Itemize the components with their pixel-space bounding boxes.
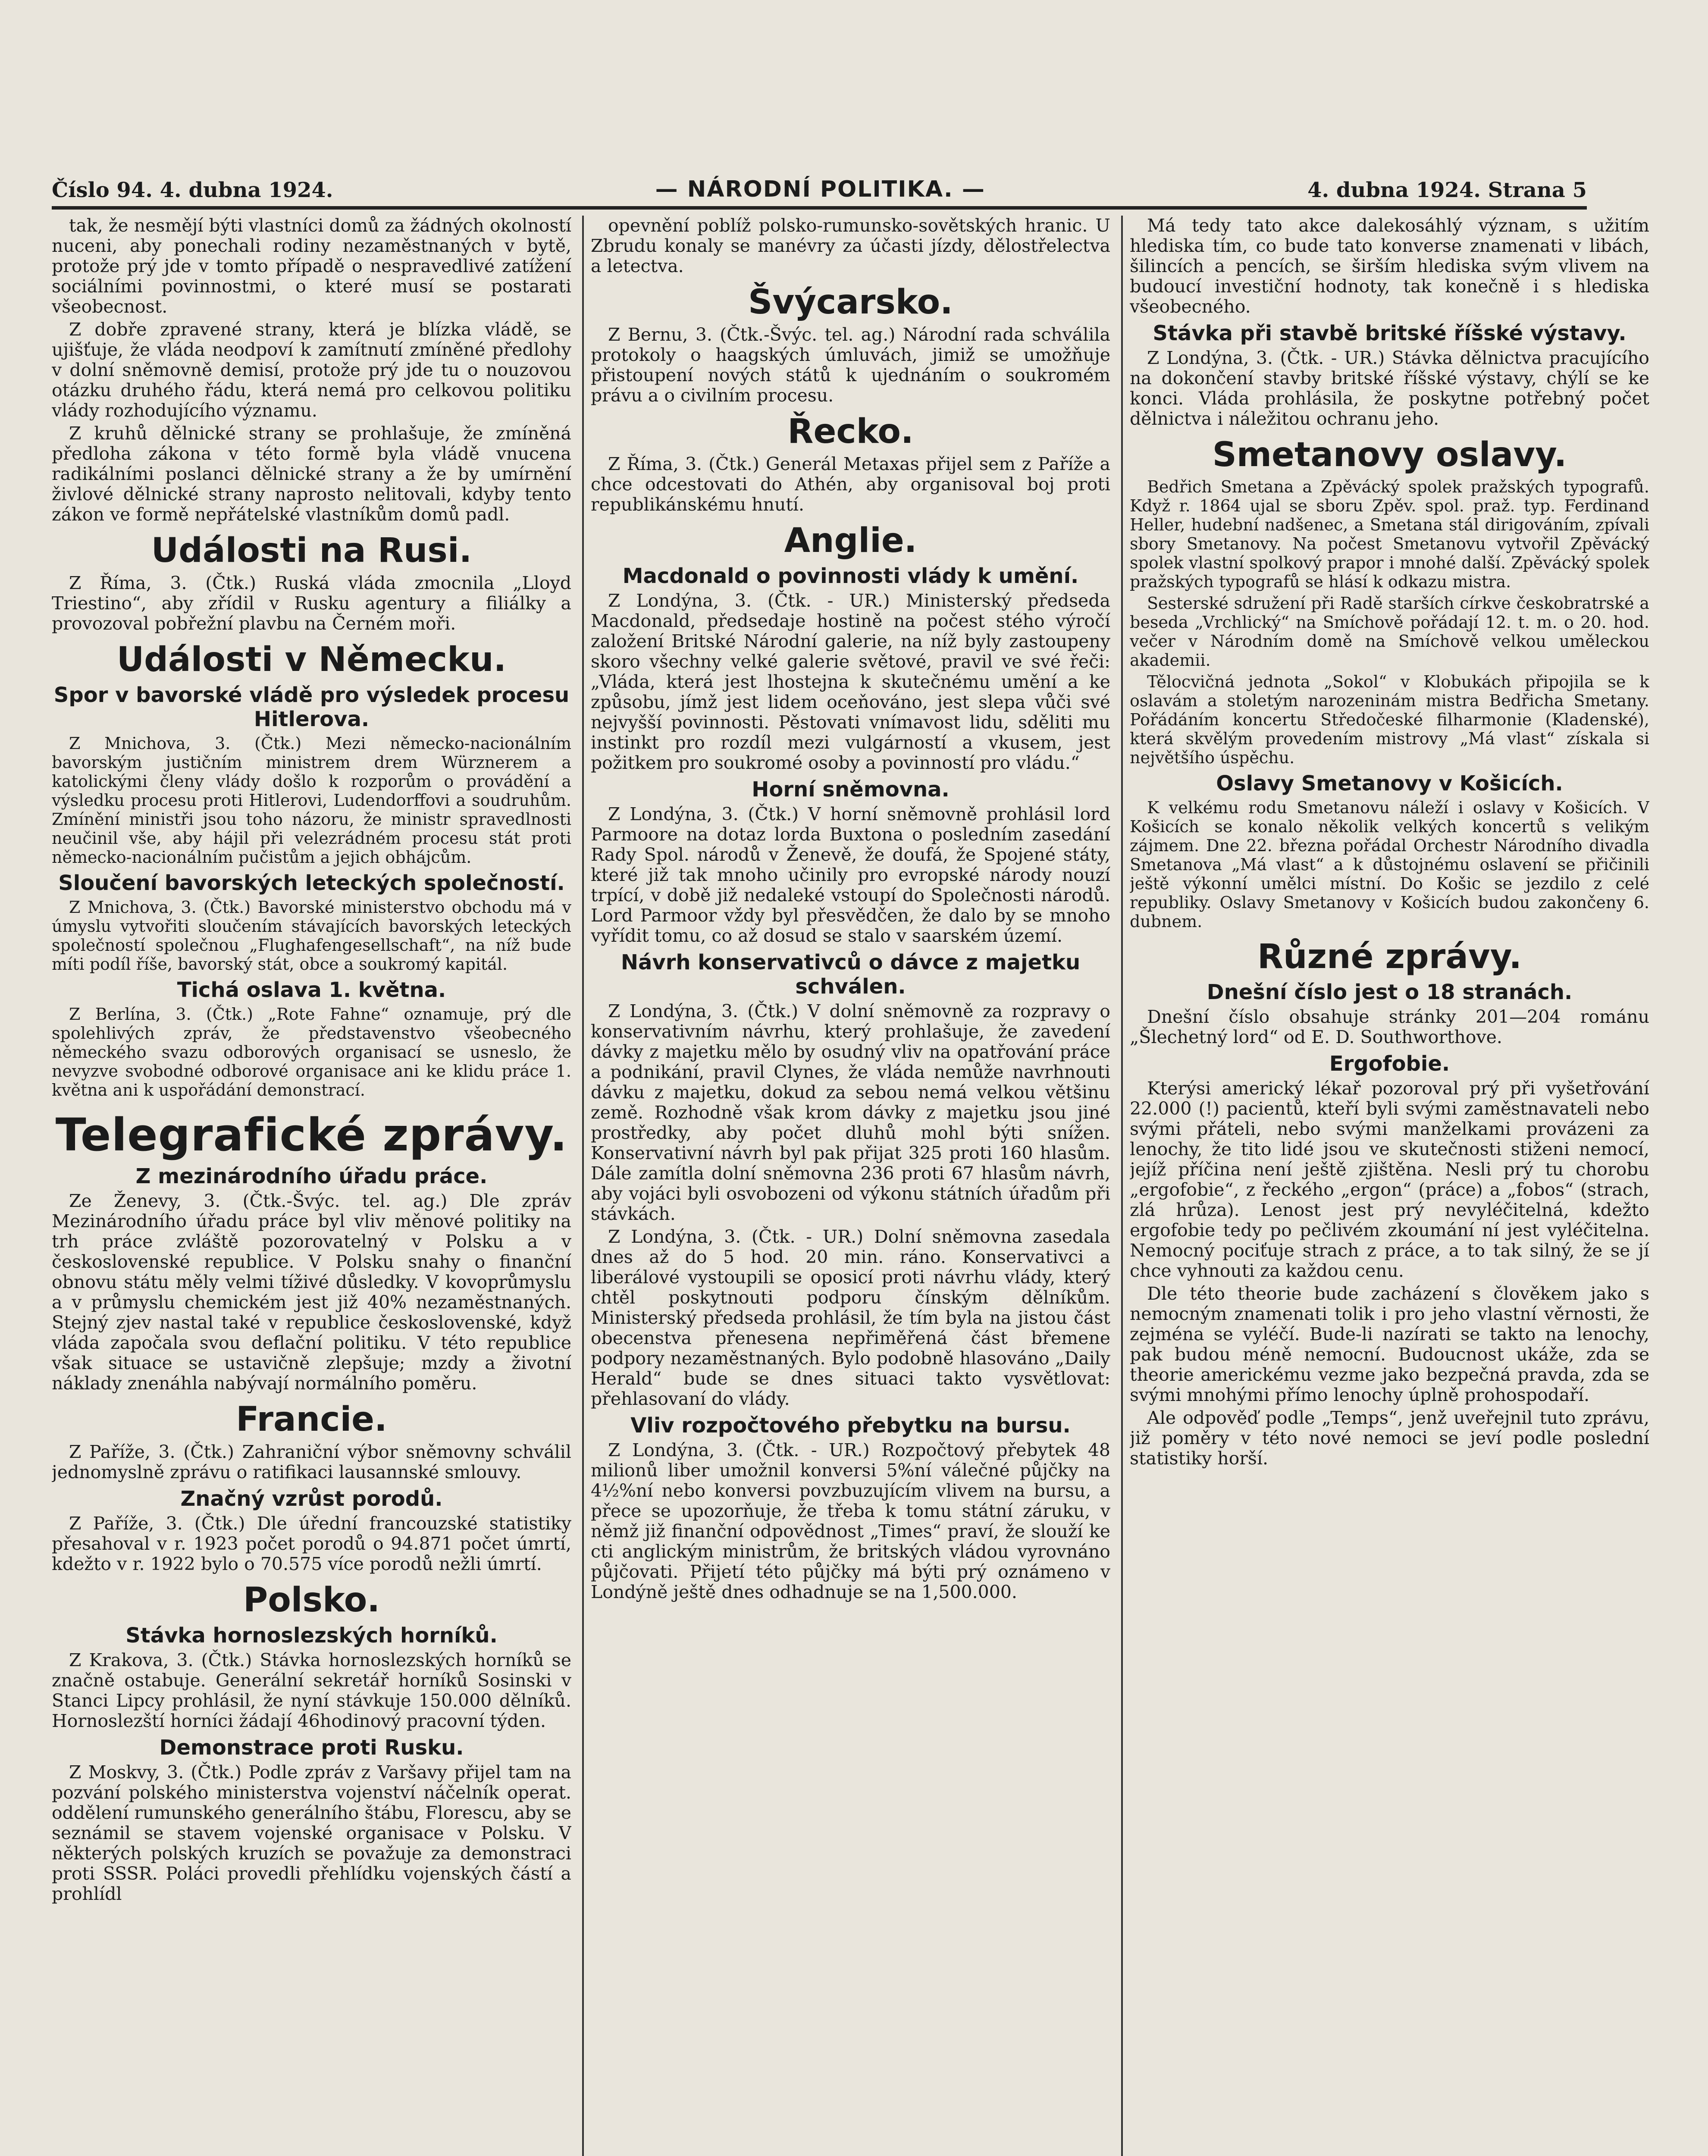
subheading: Demonstrace proti Rusku. [159, 1736, 464, 1760]
subheading: Horní sněmovna. [752, 777, 950, 802]
subheading: Sloučení bavorských leteckých společností. [58, 871, 565, 895]
subheading: Dnešní číslo jest o 18 stranách. [1207, 980, 1573, 1004]
paragraph: Z dobře zpravené strany, která je blízka vládě, se ujišťuje, že vláda neodpoví k zamítnutí zmíněné předlohy v dolní sněmovně demisí, protože prý jde tu o nouzovou otázku druhého řádu, která nemá pro celkovou politiku vlády rozhodujícího významu. [52, 319, 571, 421]
paragraph: Dnešní číslo obsahuje stránky 201—204 románu „Šlechetný lord“ od E. D. Southworthove. [1130, 1006, 1649, 1047]
paragraph: Z Bernu, 3. (Čtk.-Švýc. tel. ag.) Národní rada schválila protokoly o haagských úmluvách, jimiž se umožňuje přistoupení nových států k ujednáním o soukromém právu a o civilním procesu. [591, 324, 1110, 406]
subheading: Stávka hornoslezských horníků. [125, 1623, 498, 1648]
paragraph: tak, že nesmějí býti vlastníci domů za žádných okolností nuceni, aby ponechali rodiny nezaměstnaných v bytě, protože prý jde v tomto případě o nespravedlivé zatížení sociálními povinnostmi, o které musí se postarati všeobecnost. [52, 216, 571, 317]
subheading: Návrh konservativců o dávce z majetku schválen. [621, 950, 1081, 999]
paragraph: Sesterské sdružení při Radě starších církve českobratrské a beseda „Vrchlický“ na Smíchově pořádají 12. t. m. o 20. hod. večer v Národním domě na Smíchově velkou uměleckou akademii. [1130, 594, 1649, 670]
subheading: Vliv rozpočtového přebytku na bursu. [630, 1413, 1071, 1438]
masthead: — NÁRODNÍ POLITIKA. — [655, 176, 985, 202]
paragraph: Z Říma, 3. (Čtk.) Ruská vláda zmocnila „Lloyd Triestino“, aby zřídil v Rusku agentury a filiálky a provozoval pobřežní plavbu na Černém moři. [52, 573, 571, 634]
paragraph: Z Londýna, 3. (Čtk.) V horní sněmovně prohlásil lord Parmoore na dotaz lorda Buxtona o posledním zasedání Rady Spol. národů v Ženevě, že doufá, že Spojené státy, které již tak mnoho učinily pro evropské národy nouzí trpící, v době již nedaleké vstoupí do Společnosti národů. Lord Parmoor vždy byl přesvědčen, že dalo by se mnoho vyřídit tomu, co až dosud se stalo v saarském území. [591, 804, 1110, 946]
date-and-page: 4. dubna 1924. Strana 5 [1307, 178, 1587, 202]
small-print-block [1130, 477, 1649, 767]
section-heading: Švýcarsko. [748, 283, 953, 322]
column-3 [1130, 216, 1649, 2156]
subheading: Z mezinárodního úřadu práce. [135, 1164, 488, 1188]
paragraph: Z Říma, 3. (Čtk.) Generál Metaxas přijel sem z Paříže a chce odcestovati do Athén, aby organisoval boj proti republikánskému hnutí. [591, 454, 1110, 515]
small-print-block [52, 1005, 571, 1100]
subheading: Stávka při stavbě britské říšské výstavy. [1153, 321, 1627, 345]
column-2 [591, 216, 1110, 2156]
header-rule [52, 206, 1587, 210]
paragraph: K velkému rodu Smetanovu náleží i oslavy v Košicích. V Košicích se konalo několik velkých koncertů s velikým zájmem. Dne 22. března pořádal Orchestr Národního divadla Smetanova „Má vlast“ a k důstojnému oslavení se přičinili ještě výkonní umělci místní. Do Košic se jezdilo z celé republiky. Oslavy Smetanovy v Košicích budou zakončeny 6. dubnem. [1130, 798, 1649, 931]
paragraph: Z Londýna, 3. (Čtk. - UR.) Stávka dělnictva pracujícího na dokončení stavby britské říšské výstavy, chýlí se ke konci. Vláda prohlásila, že poskytne potřebný počet dělnictva i náležitou ochranu jeho. [1130, 348, 1649, 429]
column-divider [1121, 216, 1123, 2156]
paragraph: Ze Ženevy, 3. (Čtk.-Švýc. tel. ag.) Dle zpráv Mezinárodního úřadu práce byl vliv měnové politiky na trh práce zvláště pozorovatelný v Polsku a v československé republice. V Polsku snahy o finanční obnovu státu měly velmi tíživé důsledky. V kovoprůmyslu a v průmyslu chemickém jest již 40% nezaměstnaných. Stejný zjev nastal také v republice československé, když vláda započala svou deflační politiku. V této republice však situace se ustavičně zlepšuje; mzdy a životní náklady znenáhla nabývají normálního poměru. [52, 1191, 571, 1394]
column-1 [52, 216, 571, 2156]
paragraph: Z kruhů dělnické strany se prohlašuje, že zmíněná předloha zákona v této formě byla vládě vnucena radikálními poslanci dělnické strany a že by umírnění živlové dělnické strany naprosto nelitovali, kdyby tento zákon ve formě nepřátelské vlastníkům domů padl. [52, 423, 571, 525]
column-divider [582, 216, 584, 2156]
subheading: Značný vzrůst porodů. [180, 1487, 443, 1511]
paragraph: Z Mnichova, 3. (Čtk.) Mezi německo-nacionálním bavorským justičním ministrem drem Würznerem a katolickými členy vlády došlo k rozporům o provádění a výsledku procesu proti Hitlerovi, Ludendorffovi a soudruhům. Zmínění ministři jsou toho názoru, že ministr spravedlnosti neučinil vše, aby hájil při velezrádném procesu stát proti německo-nacionálním pučistům a jejich obhájcům. [52, 734, 571, 867]
paragraph: Z Londýna, 3. (Čtk.) V dolní sněmovně za rozpravy o konservativním návrhu, který prohlašuje, že zavedení dávky z majetku mělo by osudný vliv na opatřování práce a podnikání, pravil Clynes, že vláda nemůže navrhnouti dávku z majetku, dokud za sebou nemá velkou většinu země. Rozhodně však krom dávky z majetku jsou jiné prostředky, aby počet dluhů mohl býti snížen. Konservativní návrh byl pak přijat 325 proti 160 hlasům. Dále zamítla dolní sněmovna 236 proti 67 hlasům návrh, aby vojáci byli osvobozeni od výkonu státních úřadům při stávkách. [591, 1001, 1110, 1224]
small-print-block [1130, 798, 1649, 931]
main-heading: Telegrafické zprávy. [55, 1109, 568, 1161]
paragraph: Z Londýna, 3. (Čtk. - UR.) Ministerský předseda Macdonald, předsedaje hostině na počest stého výročí založení Britské Národní galerie, na níž byly zastoupeny skoro všechny velké galerie světové, pravil ve své řeči: „Vláda, která jest lhostejna k skutečnému umění a ke způsobu, jímž jest lidem oceňováno, jest slepa vůči své nejvyšší povinnosti. Pěstovati vnímavost lidu, sděliti mu instinkt pro rozdíl mezi vulgárností a vkusem, jest požitkem pro soukromé osoby a povinností pro vládu.“ [591, 590, 1110, 773]
paragraph: Kterýsi americký lékař pozoroval prý při vyšetřování 22.000 (!) pacientů, kteří byli svými zaměstnavateli nebo svými přáteli, nebo svými manželkami provázeni za lenochy, že tito lidé jsou ve skutečnosti stiženi nemocí, jejíž příčina není ještě zjištěna. Nesli prý tu chorobu „ergofobie“, z řeckého „ergon“ (práce) a „fobos“ (strach, zlá hrůza). Lenost jest prý nevyléčitelná, kdežto ergofobie tedy po pečlivém zkoumání ní jest vyléčitelna. Nemocný pociťuje strach z práce, a to tak silný, že se jí chce vyhnouti za každou cenu. [1130, 1078, 1649, 1281]
section-heading: Anglie. [784, 521, 917, 560]
section-heading: Události na Rusi. [151, 531, 472, 570]
subheading: Tichá oslava 1. května. [177, 978, 446, 1002]
section-heading: Polsko. [243, 1581, 380, 1620]
paragraph: Z Paříže, 3. (Čtk.) Dle úřední francouzské statistiky přesahoval v r. 1923 počet porodů o 94.871 počet úmrtí, kdežto v r. 1922 bylo o 70.575 více porodů nežli úmrtí. [52, 1513, 571, 1574]
page-header [52, 175, 1587, 202]
subheading: Oslavy Smetanovy v Košicích. [1216, 771, 1563, 796]
small-print-block [52, 898, 571, 974]
subheading: Spor v bavorské vládě pro výsledek procesu Hitlerova. [53, 683, 570, 731]
section-heading: Smetanovy oslavy. [1212, 436, 1567, 474]
paragraph: Dle této theorie bude zacházení s člověkem jako s nemocným znamenati tolik i pro jeho vlastní věrnosti, že zejména se vyléčí. Bude-li nazírati se takto na lenochy, pak budou méně nemocní. Budoucnost ukáže, zda se theorie americkému vezme jako bezpečná pravda, zda se svými mnohými přímo lenochy úplně prohospodaří. [1130, 1283, 1649, 1405]
paragraph: Z Londýna, 3. (Čtk. - UR.) Rozpočtový přebytek 48 milionů liber umožnil konversi 5%ní válečné půjčky na 4½%ní nebo konversi povzbuzujícím vlivem na bursu, a přece se upozorňuje, že třeba k tomu státní záruku, v němž již finanční odpovědnost „Times“ praví, že slouží ke cti anglickým ministrům, že britských vládou vyrovnáno půjčovati. Přijetí této půjčky má býti prý oznámeno v Londýně ještě dnes odhadnuje se na 1,500.000. [591, 1440, 1110, 1602]
paragraph: Z Londýna, 3. (Čtk. - UR.) Dolní sněmovna zasedala dnes až do 5 hod. 20 min. ráno. Konservativci a liberálové vystoupili se oposicí proti návrhu vlády, který chtěl poskytnouti podporu čínským dělníkům. Ministerský předseda prohlásil, že tím byla na jistou část obecenstva přenesena nepřiměřená část břemene podpory nezaměstnaných. Bylo podobně hlasováno „Daily Herald“ bude se dnes situaci takto vysvětlovat: přehlasovaní do vlády. [591, 1226, 1110, 1409]
paragraph: opevnění poblíž polsko-rumunsko-sovětských hranic. U Zbrudu konaly se manévry za účasti jízdy, dělostřelectva a letectva. [591, 216, 1110, 276]
issue-number: Číslo 94. 4. dubna 1924. [52, 178, 333, 202]
paragraph: Z Mnichova, 3. (Čtk.) Bavorské ministerstvo obchodu má v úmyslu vytvořiti sloučením stávajících bavorských leteckých společností společnou „Flughafengesellschaft“, na níž bude míti podíl říše, bavorský stát, obce a soukromý kapitál. [52, 898, 571, 974]
paragraph: Z Moskvy, 3. (Čtk.) Podle zpráv z Varšavy přijel tam na pozvání polského ministerstva vojenství náčelník operat. oddělení rumunského generálního štábu, Florescu, aby se seznámil se stavem vojenské organisace v Polsku. V některých polských kruzích se považuje za demonstraci proti SSSR. Poláci provedli přehlídku vojenských částí a prohlídl [52, 1762, 571, 1904]
subheading: Ergofobie. [1329, 1052, 1450, 1076]
section-heading: Události v Německu. [116, 640, 507, 679]
subheading: Macdonald o povinnosti vlády k umění. [622, 564, 1079, 588]
small-print-block [52, 734, 571, 867]
paragraph: Z Berlína, 3. (Čtk.) „Rote Fahne“ oznamuje, prý dle spolehlivých zpráv, že představenstvo všeobecného německého svazu odborových organisací se usneslo, že nevyzve svobodné odborové organisace ani ke klidu práce 1. května ani k uspořádání demonstrací. [52, 1005, 571, 1100]
section-heading: Různé zprávy. [1257, 937, 1522, 976]
paragraph: Tělocvičná jednota „Sokol“ v Klobukách připojila se k oslavám a stoletým narozeninám mistra Bedřicha Smetany. Pořádáním koncertu Středočeské filharmonie (Kladenské), která skvělým provedením mistrovy „Má vlast“ získala si největšího úspěchu. [1130, 672, 1649, 767]
paragraph: Z Paříže, 3. (Čtk.) Zahraniční výbor sněmovny schválil jednomyslně zprávu o ratifikaci lausannské smlouvy. [52, 1442, 571, 1482]
paragraph: Má tedy tato akce dalekosáhlý význam, s užitím hlediska tím, co bude tato konverse znamenati v libách, šilincích a pencích, se širším hlediska svým vlivem na budoucí investiční hodnoty, tak konečně i s hlediska všeobecného. [1130, 216, 1649, 317]
section-heading: Francie. [236, 1400, 387, 1439]
paragraph: Z Krakova, 3. (Čtk.) Stávka hornoslezských horníků se značně ostabuje. Generální sekretář horníků Sosinski v Stanci Lipcy prohlásil, že nyní stávkuje 150.000 dělníků. Hornoslezští horníci žádají 46hodinový pracovní týden. [52, 1650, 571, 1731]
paragraph: Ale odpověď podle „Temps“, jenž uveřejnil tuto zprávu, již poměry v této nové nemoci se jeví podle poslední statistiky horší. [1130, 1407, 1649, 1469]
paragraph: Bedřich Smetana a Zpěvácký spolek pražských typografů. Když r. 1864 ujal se sboru Zpěv. spol. praž. typ. Ferdinand Heller, hudební nadšenec, a Smetana stál dirigováním, zpívali sbory Smetanovy. Na počest Smetanovu vytvořil Zpěvácký spolek vlastní spolkový prapor i mnohé další. Zpěvácký spolek pražských typografů se hlásí k odkazu mistra. [1130, 477, 1649, 591]
section-heading: Řecko. [787, 412, 914, 451]
